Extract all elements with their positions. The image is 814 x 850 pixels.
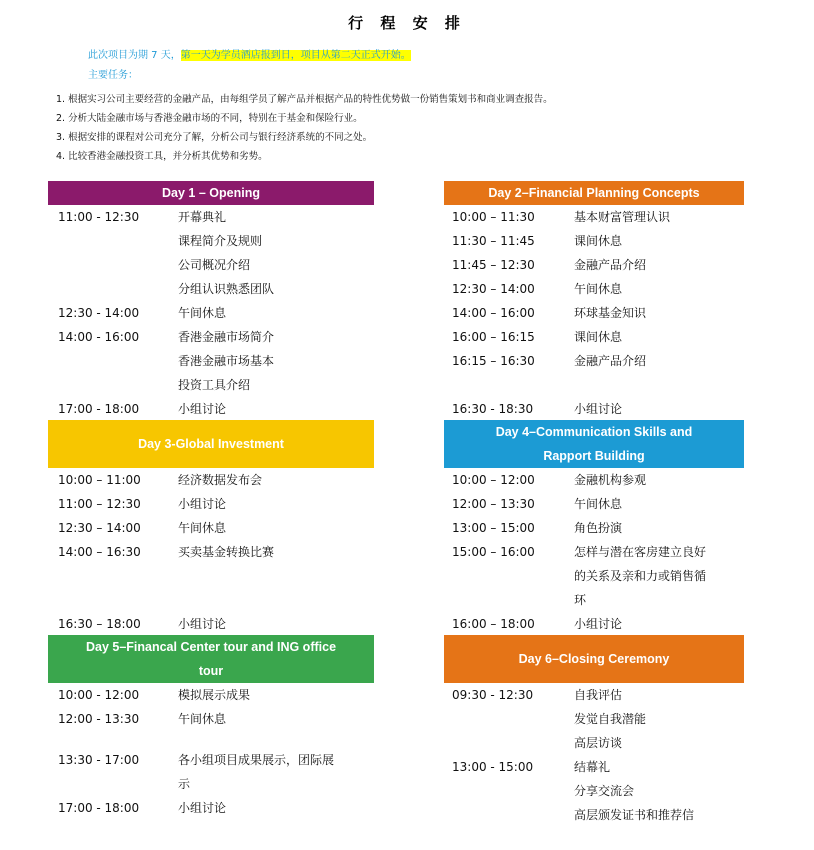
row-activities	[178, 540, 374, 564]
schedule-row	[444, 325, 744, 349]
row-time: 13:30 - 17:00	[58, 753, 140, 767]
activity: 发觉自我潜能	[574, 712, 647, 726]
schedule-row	[444, 397, 744, 421]
row-time: 10:00 – 12:00	[452, 473, 535, 487]
schedule-row	[444, 277, 744, 301]
row-time: 13:00 – 15:00	[452, 521, 535, 535]
activity: 午间休息	[178, 521, 227, 535]
schedule-row	[444, 683, 744, 755]
activity: 经济数据发布会	[178, 473, 263, 487]
schedule-row	[444, 229, 744, 253]
task-item: 4. 比较香港金融投资工具，并分析其优势和劣势。	[56, 151, 268, 162]
schedule-row	[48, 612, 374, 636]
row-time: 16:15 – 16:30	[452, 354, 535, 368]
activity: 金融机构参观	[574, 473, 647, 487]
row-time: 12:30 – 14:00	[452, 282, 535, 296]
row-activities	[574, 325, 744, 349]
row-activities	[178, 707, 374, 731]
activity: 角色扮演	[574, 521, 623, 535]
day-5-header	[48, 635, 374, 683]
day-1-header	[48, 181, 374, 205]
activity: 自我评估	[574, 688, 623, 702]
activity: 小组讨论	[178, 801, 227, 815]
row-activities	[178, 397, 374, 421]
day-header-text: Day 6–Closing Ceremony	[518, 652, 670, 666]
row-activities	[574, 516, 744, 540]
activity: 金融产品介绍	[574, 258, 647, 272]
schedule-row	[444, 755, 744, 827]
task-item: 1. 根据实习公司主要经营的金融产品，由每组学员了解产品并根据产品的特性优势做一份销售策划书和商业调查报告。	[56, 94, 553, 105]
day-header-text: Day 3-Global Investment	[138, 437, 284, 451]
schedule-row	[48, 301, 374, 325]
schedule-row	[48, 492, 374, 516]
schedule-row	[48, 748, 374, 796]
row-time: 12:30 - 14:00	[58, 306, 140, 320]
activity: 示	[178, 777, 191, 791]
row-activities	[178, 796, 374, 820]
schedule-row	[444, 540, 744, 612]
day-header-text: tour	[198, 664, 224, 678]
row-activities	[178, 205, 374, 301]
schedule-row	[48, 796, 374, 820]
tasks-label: 主要任务：	[88, 70, 138, 81]
intro-line	[88, 46, 411, 61]
activity: 午间休息	[178, 712, 227, 726]
row-time: 17:00 - 18:00	[58, 402, 140, 416]
activity: 怎样与潜在客房建立良好	[574, 545, 707, 559]
activity: 高层访谈	[574, 736, 623, 750]
row-activities	[574, 205, 744, 229]
activity: 开幕典礼	[178, 210, 227, 224]
activity: 小组讨论	[574, 617, 623, 631]
row-time: 10:00 - 12:00	[58, 688, 140, 702]
row-time: 10:00 – 11:00	[58, 473, 141, 487]
row-time: 11:30 – 11:45	[452, 234, 535, 248]
schedule-row	[444, 301, 744, 325]
row-activities	[178, 612, 374, 636]
activity: 公司概况介绍	[178, 258, 251, 272]
row-time: 11:00 - 12:30	[58, 210, 140, 224]
row-activities	[574, 229, 744, 253]
schedule-row	[48, 468, 374, 492]
schedule-row	[48, 516, 374, 540]
activity: 午间休息	[574, 282, 623, 296]
day-header-text: Day 2–Financial Planning Concepts	[488, 186, 700, 200]
row-time: 09:30 - 12:30	[452, 688, 534, 702]
row-time: 14:00 – 16:30	[58, 545, 141, 559]
day-4-block	[444, 420, 744, 636]
row-activities	[178, 748, 374, 796]
schedule-row	[444, 492, 744, 516]
schedule-row	[48, 325, 374, 397]
activity: 环球基金知识	[574, 306, 647, 320]
day-5-block	[48, 635, 374, 820]
row-time: 16:00 – 18:00	[452, 617, 535, 631]
activity: 结幕礼	[574, 760, 611, 774]
row-activities	[574, 755, 744, 827]
schedule-row	[444, 468, 744, 492]
intro-highlight: 第一天为学员酒店报到日，项目从第二天正式开始。	[180, 50, 411, 61]
day-header-text: Day 1 – Opening	[162, 186, 260, 200]
row-time: 14:00 - 16:00	[58, 330, 140, 344]
activity: 课间休息	[574, 330, 623, 344]
page-title: 行 程 安 排	[348, 14, 466, 32]
row-time: 16:00 – 16:15	[452, 330, 535, 344]
schedule-row	[48, 205, 374, 301]
day-1-block	[48, 181, 374, 421]
schedule-row	[444, 253, 744, 277]
schedule-row	[444, 349, 744, 373]
schedule-row	[444, 516, 744, 540]
row-time: 13:00 - 15:00	[452, 760, 534, 774]
row-time: 15:00 – 16:00	[452, 545, 535, 559]
row-time: 12:00 - 13:30	[58, 712, 140, 726]
row-activities	[178, 301, 374, 325]
activity: 高层颁发证书和推荐信	[574, 808, 695, 822]
activity: 分享交流会	[574, 784, 635, 798]
activity: 小组讨论	[178, 617, 227, 631]
schedule-row	[444, 612, 744, 636]
day-6-block	[444, 635, 744, 827]
row-activities	[574, 612, 744, 636]
row-activities	[574, 683, 744, 755]
row-activities	[574, 492, 744, 516]
day-2-block	[444, 181, 744, 421]
row-activities	[178, 468, 374, 492]
row-activities	[574, 540, 744, 612]
row-time: 11:00 – 12:30	[58, 497, 141, 511]
activity: 午间休息	[178, 306, 227, 320]
day-2-header	[444, 181, 744, 205]
row-activities	[178, 683, 374, 707]
activity: 小组讨论	[178, 402, 227, 416]
row-activities	[574, 397, 744, 421]
activity: 课程简介及规则	[178, 234, 263, 248]
task-item: 3. 根据安排的课程对公司充分了解，分析公司与银行经济系统的不同之处。	[56, 132, 373, 143]
activity: 环	[574, 593, 587, 607]
activity: 各小组项目成果展示，团际展	[178, 753, 335, 767]
row-activities	[574, 349, 744, 373]
row-time: 12:30 – 14:00	[58, 521, 141, 535]
row-activities	[178, 492, 374, 516]
row-time: 14:00 – 16:00	[452, 306, 535, 320]
intro-text: 此次项目为期 7 天，	[88, 50, 181, 61]
activity: 香港金融市场基本	[178, 354, 275, 368]
activity: 分组认识熟悉团队	[178, 282, 275, 296]
row-activities	[574, 277, 744, 301]
row-time: 16:30 - 18:30	[452, 402, 534, 416]
row-activities	[574, 301, 744, 325]
schedule-row	[444, 205, 744, 229]
task-item: 2. 分析大陆金融市场与香港金融市场的不同，特别在于基金和保险行业。	[56, 113, 363, 124]
task-list	[56, 90, 553, 166]
activity: 小组讨论	[178, 497, 227, 511]
day-header-text: Rapport Building	[543, 449, 645, 463]
row-time: 12:00 – 13:30	[452, 497, 535, 511]
activity: 基本财富管理认识	[574, 210, 671, 224]
activity: 的关系及亲和力或销售循	[574, 569, 707, 583]
row-time: 17:00 - 18:00	[58, 801, 140, 815]
schedule-row	[48, 707, 374, 731]
activity: 买卖基金转换比赛	[178, 545, 275, 559]
activity: 投资工具介绍	[178, 378, 251, 392]
day-header-text: Day 4–Communication Skills and	[495, 425, 693, 439]
row-activities	[178, 325, 374, 397]
activity: 香港金融市场简介	[178, 330, 275, 344]
row-time: 11:45 – 12:30	[452, 258, 535, 272]
day-header-text: Day 5–Financal Center tour and ING office	[85, 640, 337, 654]
row-time: 10:00 – 11:30	[452, 210, 535, 224]
schedule-row	[48, 683, 374, 707]
day-3-block	[48, 420, 374, 636]
activity: 模拟展示成果	[178, 688, 251, 702]
activity: 午间休息	[574, 497, 623, 511]
activity: 小组讨论	[574, 402, 623, 416]
row-activities	[574, 468, 744, 492]
schedule-row	[48, 397, 374, 421]
day-3-header	[48, 420, 374, 468]
activity: 金融产品介绍	[574, 354, 647, 368]
day-6-header	[444, 635, 744, 683]
row-activities	[178, 516, 374, 540]
row-time: 16:30 – 18:00	[58, 617, 141, 631]
row-activities	[574, 253, 744, 277]
activity: 课间休息	[574, 234, 623, 248]
day-4-header	[444, 420, 744, 468]
schedule-row	[48, 540, 374, 564]
